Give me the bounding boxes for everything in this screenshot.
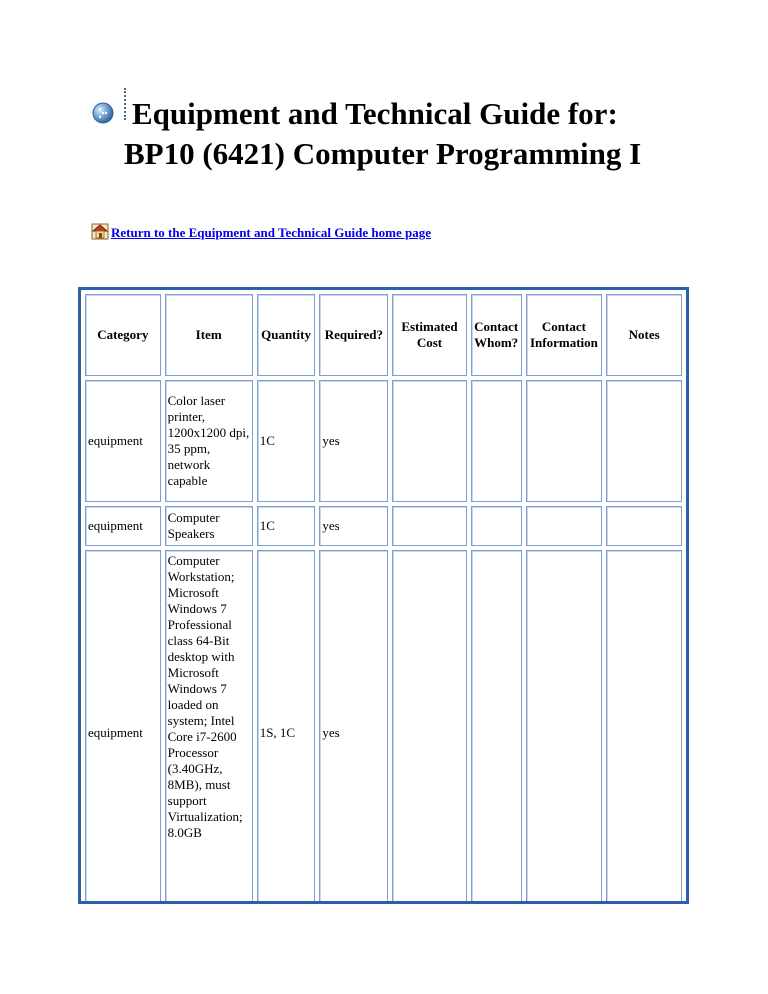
table-header-row bbox=[85, 294, 682, 376]
cell-quantity: 1S, 1C bbox=[257, 550, 316, 904]
decorative-dotted-line bbox=[124, 88, 126, 120]
cell-item: Computer Speakers bbox=[165, 506, 253, 546]
cell-contact-whom bbox=[471, 550, 522, 904]
cell-contact-info bbox=[526, 380, 603, 502]
cell-contact-whom bbox=[471, 506, 522, 546]
equipment-table bbox=[78, 287, 689, 904]
page-title-line2: BP10 (6421) Computer Programming I bbox=[124, 136, 642, 171]
cell-cost bbox=[392, 380, 467, 502]
column-header: Required? bbox=[319, 294, 388, 376]
column-header: Contact Whom? bbox=[471, 294, 522, 376]
cell-cost bbox=[392, 506, 467, 546]
cell-required: yes bbox=[319, 506, 388, 546]
cell-quantity: 1C bbox=[257, 380, 316, 502]
table-row bbox=[85, 550, 682, 904]
equipment-table-grid bbox=[81, 290, 686, 904]
column-header: Estimated Cost bbox=[392, 294, 467, 376]
home-icon[interactable] bbox=[91, 222, 109, 240]
cell-required: yes bbox=[319, 380, 388, 502]
cell-required: yes bbox=[319, 550, 388, 904]
page-title bbox=[124, 94, 642, 174]
return-home-link[interactable]: Return to the Equipment and Technical Guide home page bbox=[111, 225, 431, 240]
cell-contact-whom bbox=[471, 380, 522, 502]
cell-notes bbox=[606, 506, 682, 546]
table-row bbox=[85, 506, 682, 546]
cell-contact-info bbox=[526, 550, 603, 904]
cell-item: Color laser printer, 1200x1200 dpi, 35 ppm, network capable bbox=[165, 380, 253, 502]
cell-category: equipment bbox=[85, 550, 161, 904]
column-header: Category bbox=[85, 294, 161, 376]
cell-notes bbox=[606, 550, 682, 904]
cell-item: Computer Workstation; Microsoft Windows 7 Professional class 64-Bit desktop with Microsoft Windows 7 loaded on system; Intel Core i7-2600 Processor (3.40GHz, 8MB), must support Virtualization; 8.0GB bbox=[165, 550, 253, 904]
cell-contact-info bbox=[526, 506, 603, 546]
cell-category: equipment bbox=[85, 380, 161, 502]
arrow-bullet-icon bbox=[92, 102, 114, 124]
cell-cost bbox=[392, 550, 467, 904]
column-header: Item bbox=[165, 294, 253, 376]
page-title-line1: Equipment and Technical Guide for: bbox=[132, 96, 618, 131]
cell-category: equipment bbox=[85, 506, 161, 546]
column-header: Quantity bbox=[257, 294, 316, 376]
column-header: Contact Information bbox=[526, 294, 603, 376]
cell-quantity: 1C bbox=[257, 506, 316, 546]
table-row bbox=[85, 380, 682, 502]
column-header: Notes bbox=[606, 294, 682, 376]
cell-notes bbox=[606, 380, 682, 502]
